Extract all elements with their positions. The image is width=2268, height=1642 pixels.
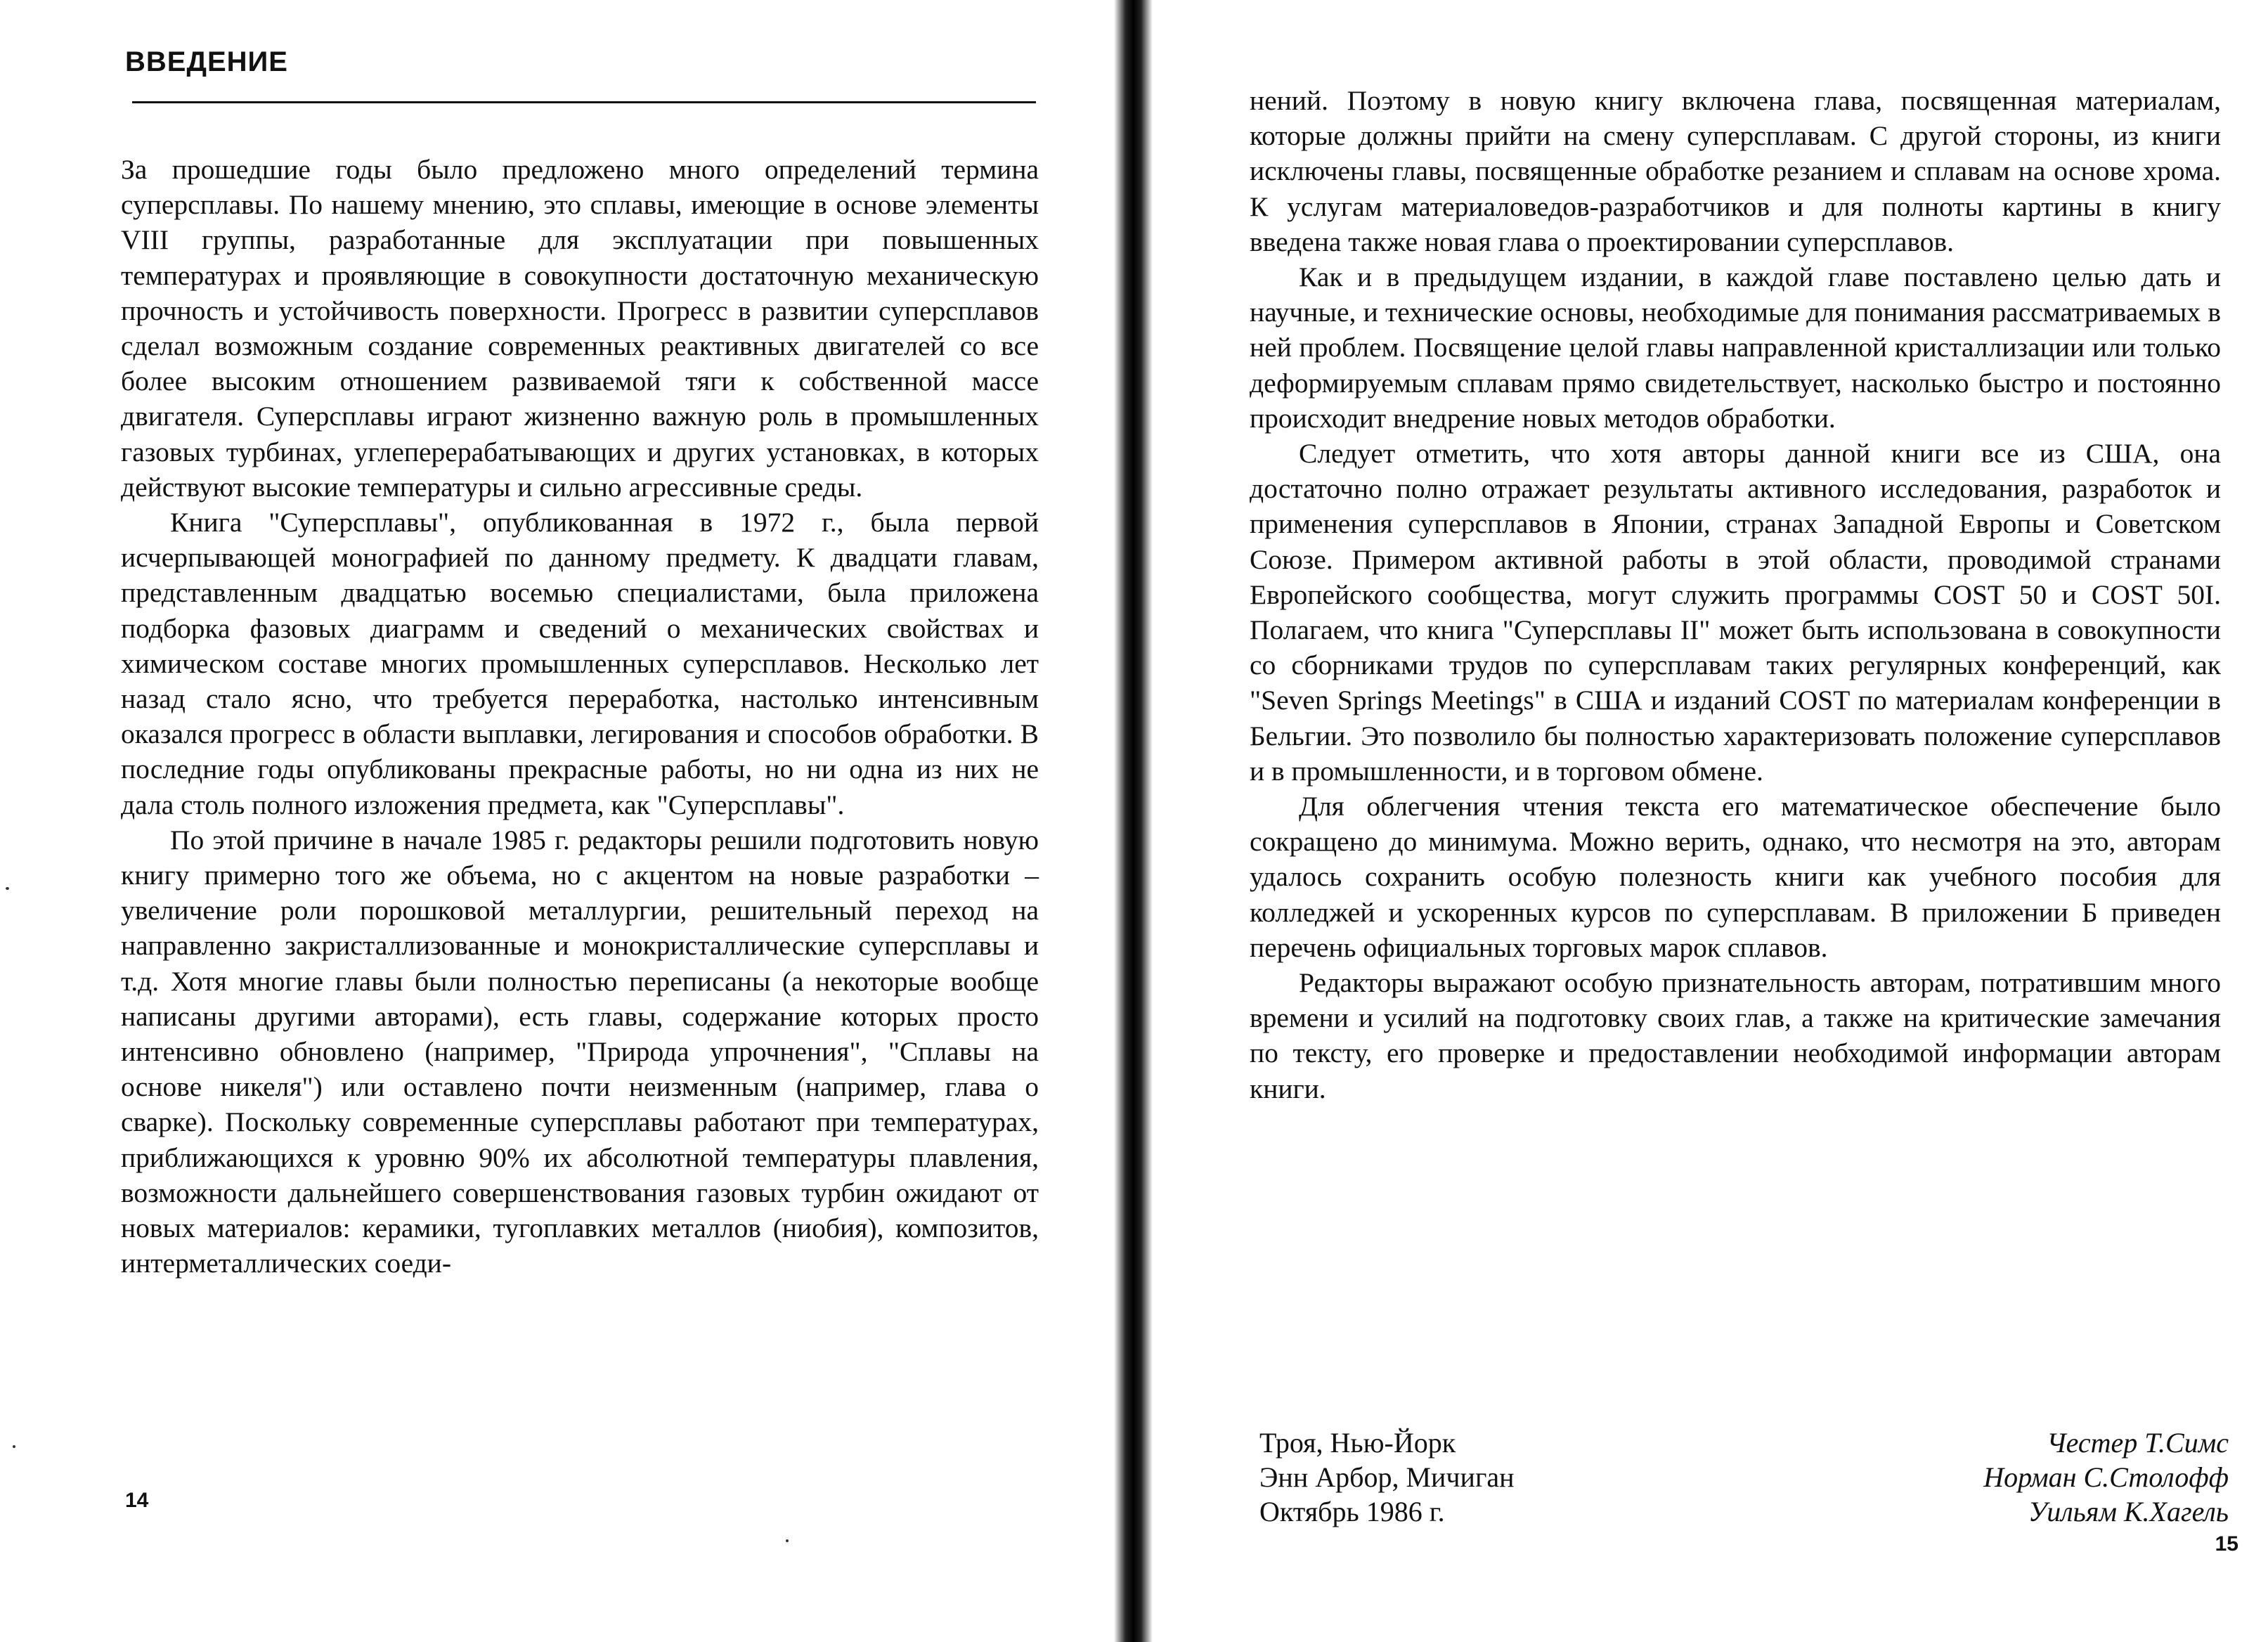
signature-place: Энн Арбор, Мичиган [1259, 1461, 1515, 1493]
paragraph: Редакторы выражают особую признательность авторам, потратившим много времени и усилий на подготовку своих глав, а также на критические замечания по тексту, его проверке и предоставлении необходимой информации авторам книги. [1250, 967, 2221, 1104]
page-number: 14 [125, 1489, 149, 1512]
scan-speck [6, 887, 9, 890]
left-page [0, 0, 1114, 1642]
paragraph: По этой причине в начале 1985 г. редакторы решили подготовить новую книгу примерно того же объема, но с акцентом на новые разработки – увеличение роли порошковой металлургии, решительный переход на направленно закристаллизованные и монокристаллические суперсплавы и т.д. Хотя многие главы были полностью переписаны (а некоторые вообще написаны другими авторами), есть главы, содержание которых просто интенсивно обновлено (например, "Природа упрочнения", "Сплавы на основе никеля") или оставлено почти неизменным (например, глава о сварке). Поскольку современные суперсплавы работают при температурах, приближающихся к уровню 90% их абсолютной температуры плавления, возможности дальнейшего совершенствования газовых турбин ожидают от новых материалов: керамики, тугоплавких металлов (ниобия), композитов, интерметаллических соеди- [121, 824, 1039, 1279]
paragraph: За прошедшие годы было предложено много определений термина суперсплавы. По нашему мнению, это сплавы, имеющие в основе элементы VIII группы, разработанные для эксплуатации при повышенных температурах и проявляющие в совокупности достаточную механическую прочность и устойчивость поверхности. Прогресс в развитии суперсплавов сделал возможным создание современных реактивных двигателей со все более высоким отношением развиваемой тяги к собственной массе двигателя. Суперсплавы играют жизненно важную роль в промышленных газовых турбинах, углеперерабатывающих и других установках, в которых действуют высокие температуры и сильно агрессивные среды. [121, 154, 1039, 503]
signature-name: Норман С.Столофф [1983, 1461, 2229, 1493]
signature-place: Октябрь 1986 г. [1259, 1496, 1445, 1527]
paragraph: Для облегчения чтения текста его математическое обеспечение было сокращено до минимума. Можно верить, однако, что несмотря на это, авторам удалось сохранить особую полезность книги как учебного пособия для колледжей и ускоренных курсов по суперсплавам. В приложении Б приведен перечень официальных торговых марок сплавов. [1250, 791, 2221, 963]
paragraph: нений. Поэтому в новую книгу включена глава, посвященная материалам, которые должны прийти на смену суперсплавам. С другой стороны, из книги исключены главы, посвященные обработке резанием и сплавам на основе хрома. К услугам материаловедов-разработчиков и для полноты картины в книгу введена также новая глава о проектировании суперсплавов. [1250, 85, 2221, 257]
signature-place: Троя, Нью-Йорк [1259, 1427, 1456, 1459]
scan-speck [13, 1445, 15, 1448]
right-text-block [1250, 83, 2221, 1106]
right-page [1153, 0, 2268, 1642]
signature-names [1983, 1426, 2229, 1529]
book-spine [1114, 0, 1153, 1642]
scan-speck [786, 1539, 789, 1542]
signature-name: Уильям К.Хагель [2028, 1496, 2229, 1527]
paragraph: Как и в предыдущем издании, в каждой главе поставлено целью дать и научные, и технические основы, необходимые для понимания рассматриваемых в ней проблем. Посвящение целой главы направленной кристаллизации или только деформируемым сплавам прямо свидетельствует, насколько быстро и постоянно происходит внедрение новых методов обработки. [1250, 261, 2221, 434]
left-text-block [121, 152, 1039, 1281]
signature-places [1259, 1426, 1515, 1529]
header-rule [132, 101, 1036, 103]
paragraph: Книга "Суперсплавы", опубликованная в 1972 г., была первой исчерпывающей монографией по данному предмету. К двадцати главам, представленным двадцатью восемью специалистами, была приложена подборка фазовых диаграмм и сведений о механических свойствах и химическом составе многих промышленных суперсплавов. Несколько лет назад стало ясно, что требуется переработка, настолько интенсивным оказался прогресс в области выплавки, легирования и способов обработки. В последние годы опубликованы прекрасные работы, но ни одна из них не дала столь полного изложения предмета, как "Суперсплавы". [121, 507, 1039, 820]
paragraph: Следует отметить, что хотя авторы данной книги все из США, она достаточно полно отражает результаты активного исследования, разработок и применения суперсплавов в Японии, странах Западной Европы и Советском Союзе. Примером активной работы в этой области, проводимой странами Европейского сообщества, могут служить программы COST 50 и COST 50I. Полагаем, что книга "Суперсплавы II" может быть использована в совокупности со сборниками трудов по суперсплавам таких регулярных конференций, как "Seven Springs Meetings" в США и изданий COST по материалам конференции в Бельгии. Это позволило бы полностью характеризовать положение суперсплавов и в промышленности, и в торговом обмене. [1250, 438, 2221, 787]
signature-name: Честер Т.Симс [2047, 1427, 2229, 1459]
section-header: ВВЕДЕНИЕ [125, 46, 288, 77]
page-number: 15 [2215, 1532, 2238, 1556]
